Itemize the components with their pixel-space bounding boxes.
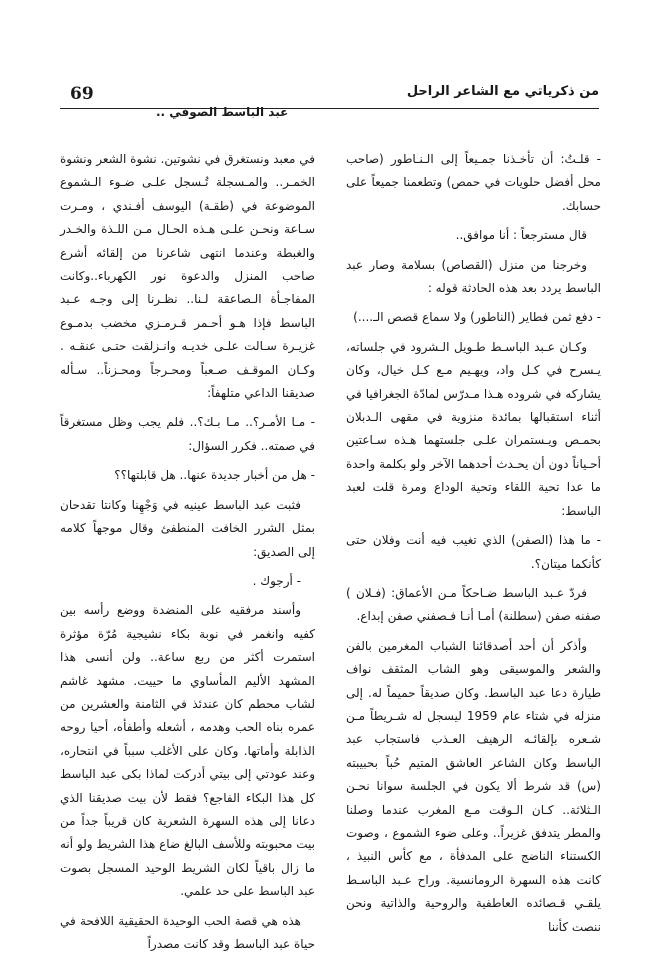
- left-column: [60, 148, 315, 962]
- paragraph: فردّ عـبد الباسط ضـاحكاً مـن الأعماق: (فـلان ) صفنه صفن (سطلنة) أمـا أنـا فـصفني صفن إبداع.: [346, 585, 601, 624]
- paragraph: - مـا الأمـر؟.. مـا بـك؟.. فلم يجب وظل مستغرقاً في صمته.. فكرر السؤال:: [60, 415, 315, 453]
- paragraph: وأسند مرفقيه على المنضدة ووضع رأسه بين كفيه وانغمر في نوبة بكاء نشيجية مُرّة مؤثرة استمرت أكثر من ربع ساعة.. ولن أنسى هذا المشهد الأليم المأساوي ما حييت. مشهد غاشم لشاب محطم كان عندئذ في الثامنة والعشرين من عمره بناه الحب وهدمه ، أشعله وأطفأه، أحيا روحه الذابلة وأماتها. وكان على الأغلب سبباً في انتحاره، وعند عودتي إلى بيتي أدركت لماذا بكى عبد الباسط كل هذا البكاء الفاجع؟ فقط لأن بيت صديقنا الذي دعانا إلى هذه السهرة الشعرية كان قريباً جداً من بيت محبوبته وللأسف البالغ ضاع هذا الشريط ولو أنه ما زال باقياً لكان الشريط الوحيد المسجل بصوت عبد الباسط على حد علمي.: [60, 603, 315, 899]
- paragraph: وكـان عـبد الباسـط طـويل الـشرود في جلساته، يـسرح في كـل واد، ويهـيم مـع كـل خيال، وكان يشاركه في شروده هـذا مـدرّس لمادّة الجغرافيا في أثناء استقبالها بمائدة منزوية في مقهى الـدبلان بحمـص ويـستمران علـى جلستهما هـذه سـاعتين أحـياناً دون أن يحـدث أحدهما الآخر ولو بكلمة واحدة ما عدا تحية اللقاء وتحية الوداع ومرة قلت لعبد الباسط:: [346, 339, 601, 518]
- header-rule: [60, 108, 599, 109]
- paragraph: - ما هذا (الصفن) الذي تغيب فيه أنت وفلان حتى كأنكما ميتان؟.: [346, 533, 601, 571]
- paragraph: - هل من أخبار جديدة عنها.. هل قابلتها؟؟: [114, 468, 315, 483]
- paragraph: في معبد ونستغرق في نشوتين. نشوة الشعر ونشوة الخمـر.. والمـسجلة تُـسجل علـى ضـوء الـشموع الموضوعة في (طقـة) اليوسف أفـندي ، ومـرت سـاعة ونحـن علـى هـذه الحـال مـن اللـذة والخـدر والغبطة وعندما انتهى شاعرنا من إلقائه أشرع صاحب المنزل والدعوة نور الكهرباء..وكانت المفاجـأة الـصاعقة لـنا.. نظـرنا إلى وجـه عـبد الباسط فإذا هـو أحـمر قـرمـزي مخضب بدمـوع غزيـرة سـالت علـى خديـه وانـزلقت حتـى عنقـه . وكـان الموقـف صـعباً ومحـرجاً ومحـزناً.. سـأله صديقنا الداعي متلهفاً:: [60, 152, 315, 401]
- paragraph: وخرجنا من منزل (القصاص) بسلامة وصار عبد الباسط يردد بعد هذه الحادثة قوله :: [346, 257, 601, 296]
- paragraph: فثبت عبد الباسط عينيه في وَجْهِنا وكانتا تقدحان بمثل الشرر الخافت المنطفئ وقال موجهاً كلامه إلى الصديق:: [60, 497, 315, 559]
- running-author: عبد الباسط الصوفي ..: [156, 105, 289, 119]
- paragraph: - دفع ثمن فطاير (الناطور) ولا سماع قصص الـ....): [353, 310, 601, 325]
- paragraph: وأذكر أن أحد أصدقائنا الشباب المغرمين بالفن والشعر والموسيقى وهو الشاب المثقف نواف طيارة دعا عبد الباسط. وكان صديقاً حميماً له. إلى منزله في شتاء عام 1959 ليسجل له شـريطاً مـن شـعره بإلقائـه الرهيف العـذب فاستجاب عبد الباسط وكان الشاعر العاشق المتيم حُباً بحبيبته (س) قد شرط ألا يكون في الجلسة سوانا نحـن الـثلاثة.. كـان الـوقت مـع المغرب عندما وصلنا والمطر يتدفق غزيراً.. وعلى ضوء الشموع ، وصوت الكستناء الناضج على المدفأة ، مع كأس النبيذ ، كانت هذه السهرة الرومانسية. وراح عـبد الباسـط يلقـي قـصائده العاطفية والروحية والذاتية ونحن ننصت كأننا: [346, 638, 601, 934]
- running-header: [60, 84, 599, 128]
- page-number: 69: [70, 84, 94, 104]
- paragraph: قال مسترجعاً : أنا موافق..: [455, 228, 587, 243]
- paragraph: هذه هي قصة الحب الوحيدة الحقيقية اللافحة في حياة عبد الباسط وقد كانت مصدراً: [60, 913, 315, 951]
- running-title: من ذكرياتي مع الشاعر الراحل: [406, 84, 599, 99]
- paragraph: - قلـتُ: أن تأخـذنا جمـيعاً إلى الـنـاطور (صاحب محل أفضل حلويات في حمص) وتطعمنا جميعاً على حسابك.: [346, 152, 601, 213]
- paragraph: - أرجوك .: [252, 573, 301, 588]
- right-column: [346, 148, 601, 945]
